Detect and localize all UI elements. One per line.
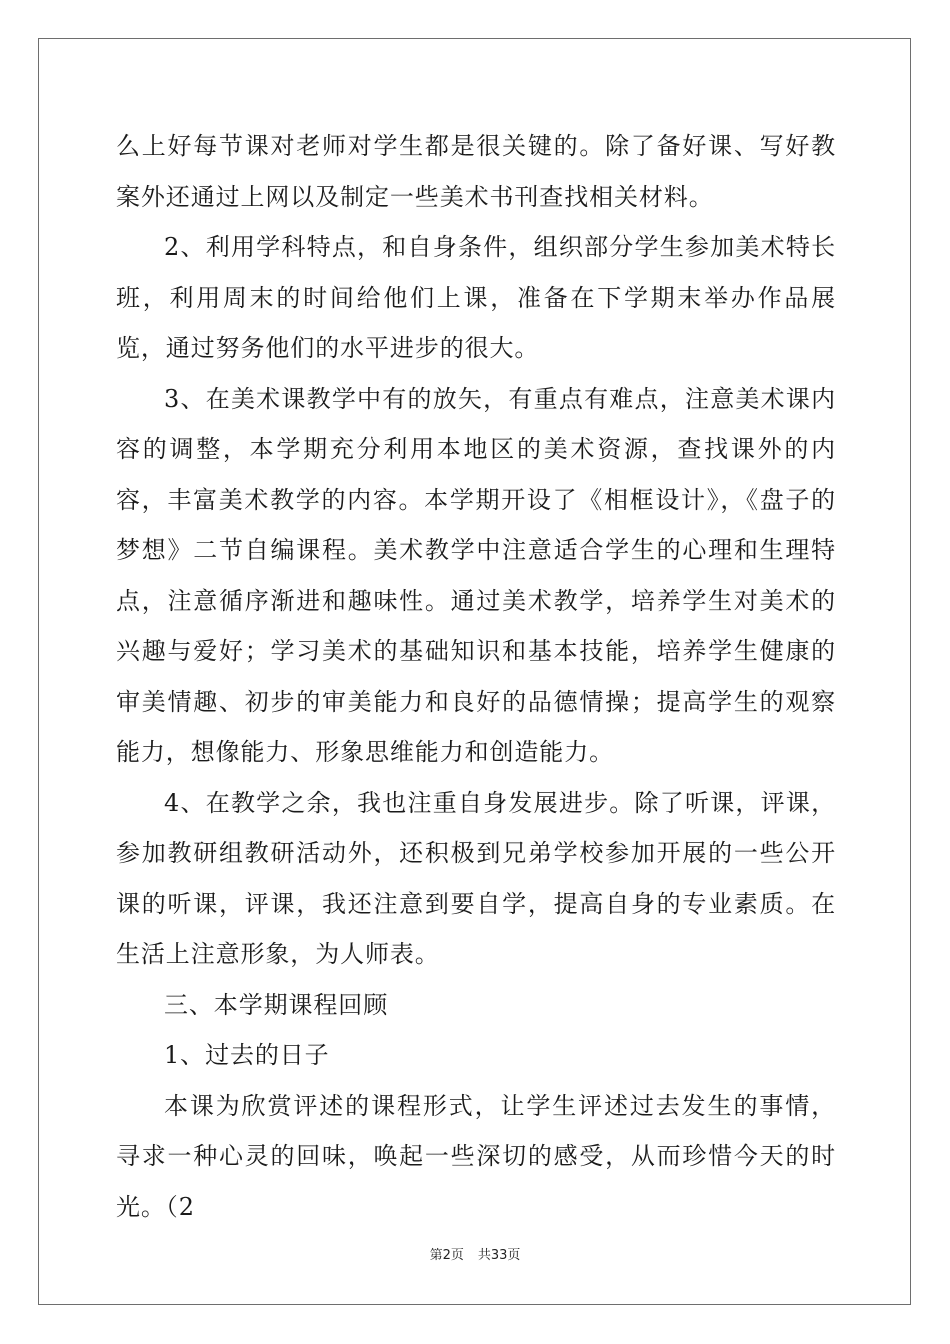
section-heading: 三、本学期课程回顾	[164, 990, 389, 1019]
page-footer	[0, 1244, 950, 1263]
paragraph-continuation: 么上好每节课对老师对学生都是很关键的。除了备好课、写好教案外还通过上网以及制定一些美术书刊查找相关材料。	[116, 132, 836, 211]
paragraph-course-description: 本课为欣赏评述的课程形式，让学生评述过去发生的事情，寻求一种心灵的回味，唤起一些深切的感受，从而珍惜今天的时光。（2	[116, 1091, 836, 1221]
paragraph-item-3: 3、在美术课教学中有的放矢，有重点有难点，注意美术课内容的调整，本学期充分利用本地区的美术资源，查找课外的内容，丰富美术教学的内容。本学期开设了《相框设计》，《盘子的梦想》二节自编课程。美术教学中注意适合学生的心理和生理特点，注意循序渐进和趣味性。通过美术教学，培养学生对美术的兴趣与爱好；学习美术的基础知识和基本技能，培养学生健康的审美情趣、初步的审美能力和良好的品德情操；提高学生的观察能力，想像能力、形象思维能力和创造能力。	[116, 384, 836, 766]
document-body	[116, 121, 836, 1232]
page-total: 共33页	[477, 1248, 521, 1263]
subsection-heading: 1、过去的日子	[164, 1041, 330, 1069]
page-number: 第2页	[429, 1248, 464, 1263]
paragraph-item-2: 2、利用学科特点，和自身条件，组织部分学生参加美术特长班，利用周末的时间给他们上课，准备在下学期末举办作品展览，通过努务他们的水平进步的很大。	[116, 233, 836, 362]
paragraph-item-4: 4、在教学之余，我也注重自身发展进步。除了听课，评课，参加教研组教研活动外，还积极到兄弟学校参加开展的一些公开课的听课，评课，我还注意到要自学，提高自身的专业素质。在生活上注意形象，为人师表。	[116, 788, 836, 968]
